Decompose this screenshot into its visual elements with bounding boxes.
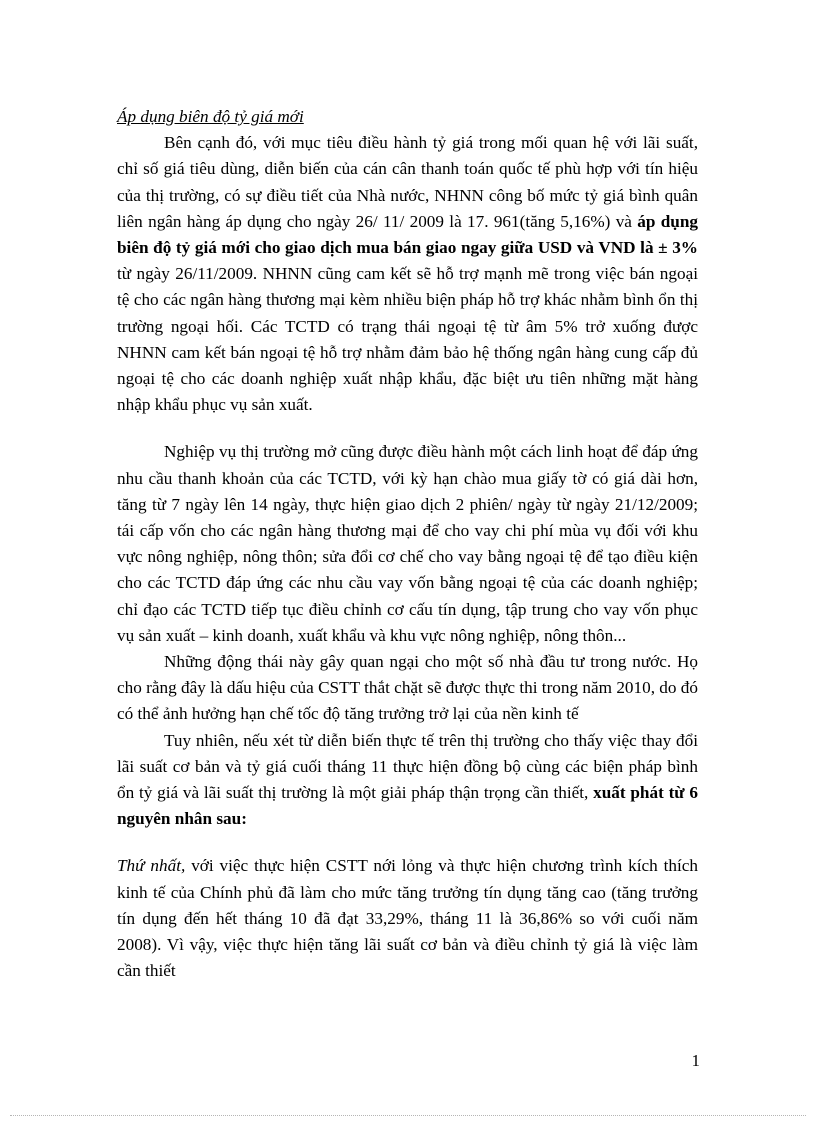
paragraph-text: Bên cạnh đó, với mục tiêu điều hành tỷ giá trong mối quan hệ với lãi suất, chỉ số giá tiêu dùng, diễn biến của cán cân thanh toán quốc tế phù hợp với tín hiệu của thị trường, có sự điều tiết của Nhà nước, NHNN công bố mức tỷ giá bình quân liên ngân hàng áp dụng cho ngày 26/ 11/ 2009 là 17. 961(tăng 5,16%) và — [117, 133, 698, 231]
paragraph-bold-text: áp dụng biên độ tỷ giá mới cho giao dịch mua bán giao ngay giữa USD và VND là ± 3% — [117, 211, 698, 258]
paragraph-text: Tuy nhiên, nếu xét từ diễn biến thực tế trên thị trường cho thấy việc thay đổi lãi suất cơ bản và tỷ giá cuối tháng 11 thực hiện đồng bộ cùng các biện pháp bình ổn tỷ giá và lãi suất thị trường là một giải pháp thận trọng cần thiết, — [117, 730, 698, 803]
paragraph-text: từ ngày 26/11/2009. NHNN cũng cam kết sẽ hỗ trợ mạnh mẽ trong việc bán ngoại tệ cho các ngân hàng thương mại kèm nhiều biện pháp hỗ trợ khác nhằm bình ổn thị trường ngoại hối. Các TCTD có trạng thái ngoại tệ từ âm 5% trở xuống được NHNN cam kết bán ngoại tệ hỗ trợ nhằm đảm bảo hệ thống ngân hàng cung cấp đủ ngoại tệ cho các doanh nghiệp xuất nhập khẩu, đặc biệt ưu tiên những mặt hàng nhập khẩu phục vụ sản xuất. — [117, 264, 698, 415]
page-bottom-divider — [10, 1115, 806, 1116]
paragraph-text: với việc thực hiện CSTT nới lỏng và thực hiện chương trình kích thích kinh tế của Chính phủ đã làm cho mức tăng trưởng tín dụng tăng cao (tăng trưởng tín dụng đến hết tháng 10 đã đạt 33,29%, tháng 11 là 36,86% so với cuối năm 2008). Vì vậy, việc thực hiện tăng lãi suất cơ bản và điều chỉnh tỷ giá là việc làm cần thiết — [117, 856, 698, 981]
paragraph-bold-text: xuất phát từ 6 nguyên nhân sau: — [117, 783, 698, 829]
paragraph-investor-concerns: Những động thái này gây quan ngại cho một số nhà đầu tư trong nước. Họ cho rằng đây là dấu hiệu của CSTT thắt chặt sẽ được thực thi trong năm 2010, do đó có thể ảnh hưởng hạn chế tốc độ tăng trưởng trở lại của nền kinh tế — [117, 652, 698, 724]
paragraph-however — [117, 728, 698, 833]
document-body — [117, 104, 698, 985]
paragraph-first-reason — [117, 853, 698, 984]
paragraph-open-market: Nghiệp vụ thị trường mở cũng được điều hành một cách linh hoạt để đáp ứng nhu cầu thanh khoản của các TCTD, với kỳ hạn chào mua giấy tờ có giá dài hơn, tăng từ 7 ngày lên 14 ngày, thực hiện giao dịch 2 phiên/ ngày từ ngày 21/12/2009; tái cấp vốn cho các ngân hàng thương mại để cho vay chi phí mùa vụ đối với khu vực nông nghiệp, nông thôn; sửa đổi cơ chế cho vay bằng ngoại tệ để tạo điều kiện cho các TCTD đáp ứng các nhu cầu vay vốn bằng ngoại tệ của các doanh nghiệp; chỉ đạo các TCTD tiếp tục điều chỉnh cơ cấu tín dụng, tập trung cho vay vốn phục vụ sản xuất – kinh doanh, xuất khẩu và khu vực nông nghiệp, nông thôn... — [117, 442, 698, 645]
paragraph-exchange-rate-band — [117, 130, 698, 418]
paragraph-italic-lead: Thứ nhất, — [117, 856, 186, 876]
section-heading: Áp dụng biên độ tỷ giá mới — [117, 107, 304, 126]
page-number: 1 — [691, 1051, 700, 1070]
